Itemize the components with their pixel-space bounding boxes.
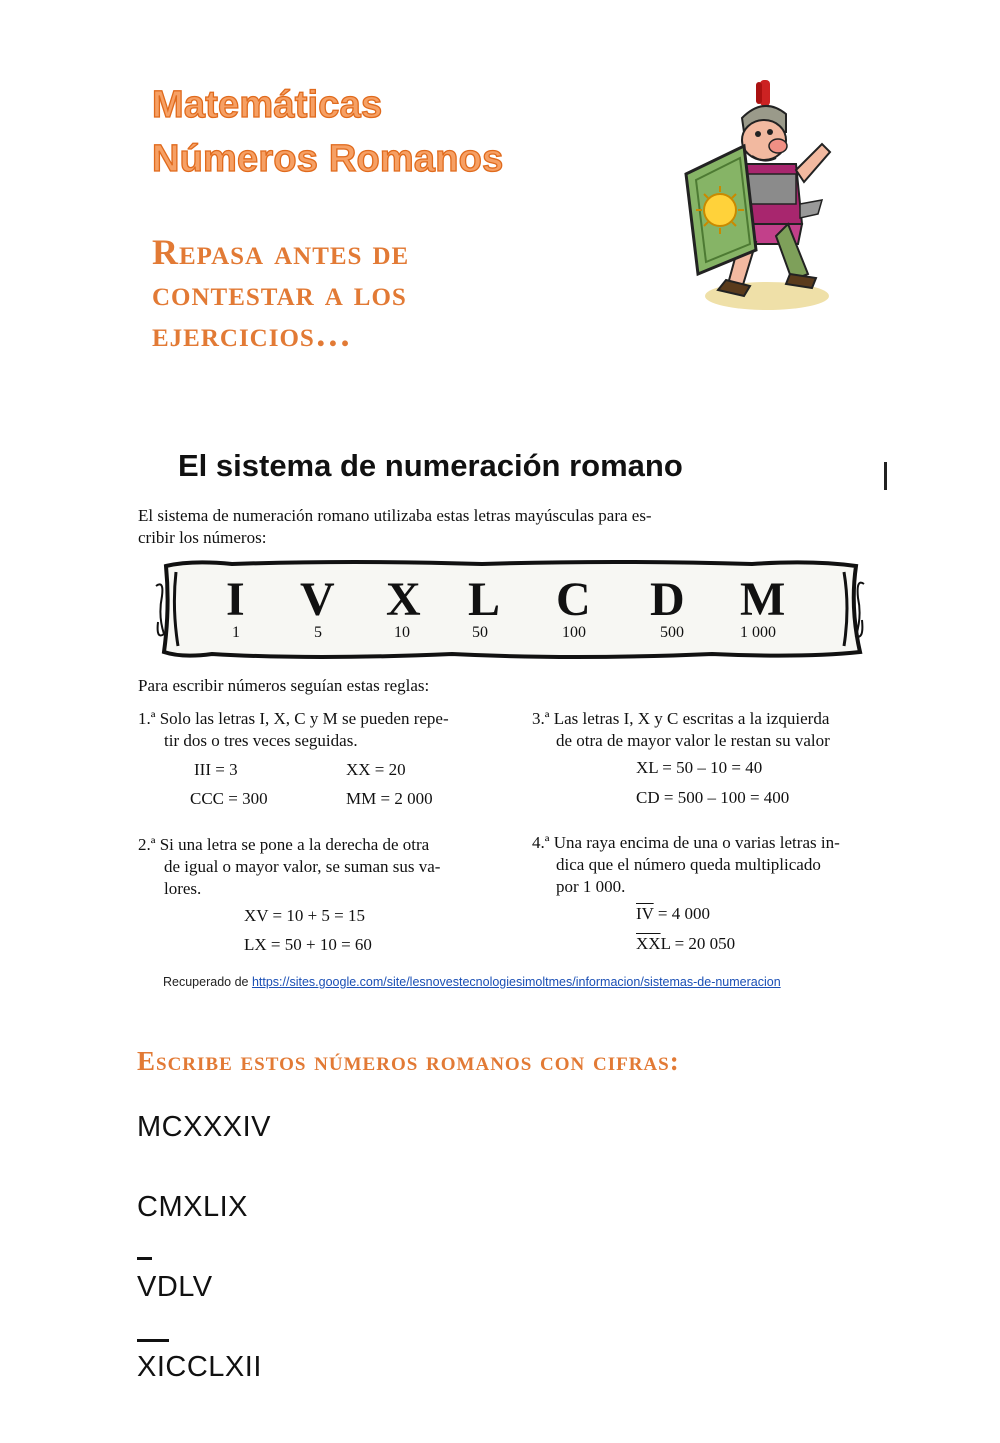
exercise-item-2-text: CMXLIX [137, 1191, 248, 1223]
exercise-item-4-overline [137, 1339, 169, 1342]
rule-1-example-3: CCC = 300 [190, 789, 268, 808]
rule-2-example-1: XV = 10 + 5 = 15 [244, 906, 366, 925]
symbol-letter-I: I [226, 573, 245, 626]
rule-4-example-1-rest: = 4 000 [653, 904, 710, 923]
exercise-title: Escribe estos números romanos con cifras: [137, 1046, 680, 1076]
rule-1-number: 1.ª [138, 709, 156, 728]
rule-3-line-1: Las letras I, X y C escritas a la izquierda [553, 709, 830, 728]
rule-4-example-2-rest: L = 20 050 [660, 934, 736, 953]
rule-2-example-2: LX = 50 + 10 = 60 [244, 935, 372, 954]
rule-4-example-2-overlined: $\overline{XX}$ [636, 934, 661, 953]
symbol-value-100: 100 [562, 624, 586, 641]
symbol-letter-D: D [650, 573, 685, 626]
rule-1-line-2: tir dos o tres veces seguidas. [164, 731, 358, 750]
rule-3-number: 3.ª [532, 709, 550, 728]
rule-4 [532, 832, 884, 898]
review-line-1: Repasa antes de [152, 232, 410, 272]
symbol-value-5: 5 [314, 624, 322, 641]
rule-4-example-2 [636, 934, 735, 954]
review-heading [152, 232, 409, 355]
symbol-value-500: 500 [660, 624, 684, 641]
symbol-value-10: 10 [394, 624, 410, 641]
rule-1-example-4: MM = 2 000 [346, 789, 433, 808]
exercise-item-2 [137, 1191, 248, 1224]
rule-4-example-1 [636, 904, 710, 924]
scan-intro [138, 505, 758, 549]
rule-4-number: 4.ª [532, 833, 550, 852]
rule-1-example-2: XX = 20 [346, 760, 406, 779]
rule-1-example-1: III = 3 [194, 760, 238, 779]
rule-4-line-1: Una raya encima de una o varias letras in- [553, 833, 840, 852]
rule-2-line-1: Si una letra se pone a la derecha de otra [159, 835, 430, 854]
rule-4-example-1-overlined: $\overline{IV}$ [636, 904, 654, 923]
scan-edge-mark [884, 462, 887, 490]
rule-3 [532, 708, 884, 752]
symbol-table [210, 574, 810, 644]
exercise-item-3-overlined-part: V [137, 1271, 157, 1303]
rule-3-example-1: XL = 50 – 10 = 40 [636, 758, 763, 777]
review-line-3: ejercicios… [152, 314, 352, 354]
symbol-letter-V: V [300, 573, 335, 626]
credit-link[interactable]: https://sites.google.com/site/lesnovestecnologiesimoltmes/informacion/sistemas-de-numeracion [251, 975, 781, 989]
roman-soldier-icon [672, 74, 840, 314]
exercise-item-4-text: CCLXII [165, 1351, 262, 1383]
symbol-value-50: 50 [472, 624, 488, 641]
rule-2 [138, 834, 508, 900]
credit-line [163, 975, 781, 989]
review-line-2: contestar a los [152, 273, 407, 313]
symbol-value-1: 1 [232, 624, 240, 641]
credit-prefix: Recuperado de [163, 975, 252, 989]
rule-3-line-2: de otra de mayor valor le restan su valor [556, 731, 830, 750]
rule-2-line-3: lores. [164, 879, 202, 898]
title-matematicas: Matemáticas [152, 84, 383, 126]
rule-2-number: 2.ª [138, 835, 156, 854]
scan-intro-line-2: cribir los números: [138, 528, 267, 547]
title-numeros-romanos: Números Romanos [152, 138, 504, 180]
symbol-letter-X: X [386, 573, 421, 626]
symbol-letter-L: L [468, 573, 501, 626]
scan-title: El sistema de numeración romano [178, 448, 683, 483]
rule-4-line-2: dica que el número queda multiplicado [556, 855, 821, 874]
exercise-item-4-overlined-part: XI [137, 1351, 166, 1383]
rules-intro: Para escribir números seguían estas reglas: [138, 676, 430, 695]
exercise-item-1-text: MCXXXIV [137, 1111, 272, 1143]
exercise-item-4 [137, 1351, 262, 1384]
rule-1 [138, 708, 508, 752]
exercise-item-3-text: DLV [156, 1271, 213, 1303]
symbol-value-1000: 1 000 [740, 624, 776, 641]
rule-1-line-1: Solo las letras I, X, C y M se pueden repe- [159, 709, 449, 728]
scan-intro-line-1: El sistema de numeración romano utilizaba estas letras mayúsculas para es- [138, 506, 652, 525]
symbol-letter-C: C [556, 573, 591, 626]
rule-3-example-2: CD = 500 – 100 = 400 [636, 788, 790, 807]
rule-2-line-2: de igual o mayor valor, se suman sus va- [164, 857, 441, 876]
exercise-item-3-overline [137, 1257, 152, 1260]
exercise-item-3 [137, 1271, 213, 1304]
rule-4-line-3: por 1 000. [556, 877, 626, 896]
exercise-item-1 [137, 1111, 271, 1144]
symbol-letter-M: M [740, 573, 786, 626]
